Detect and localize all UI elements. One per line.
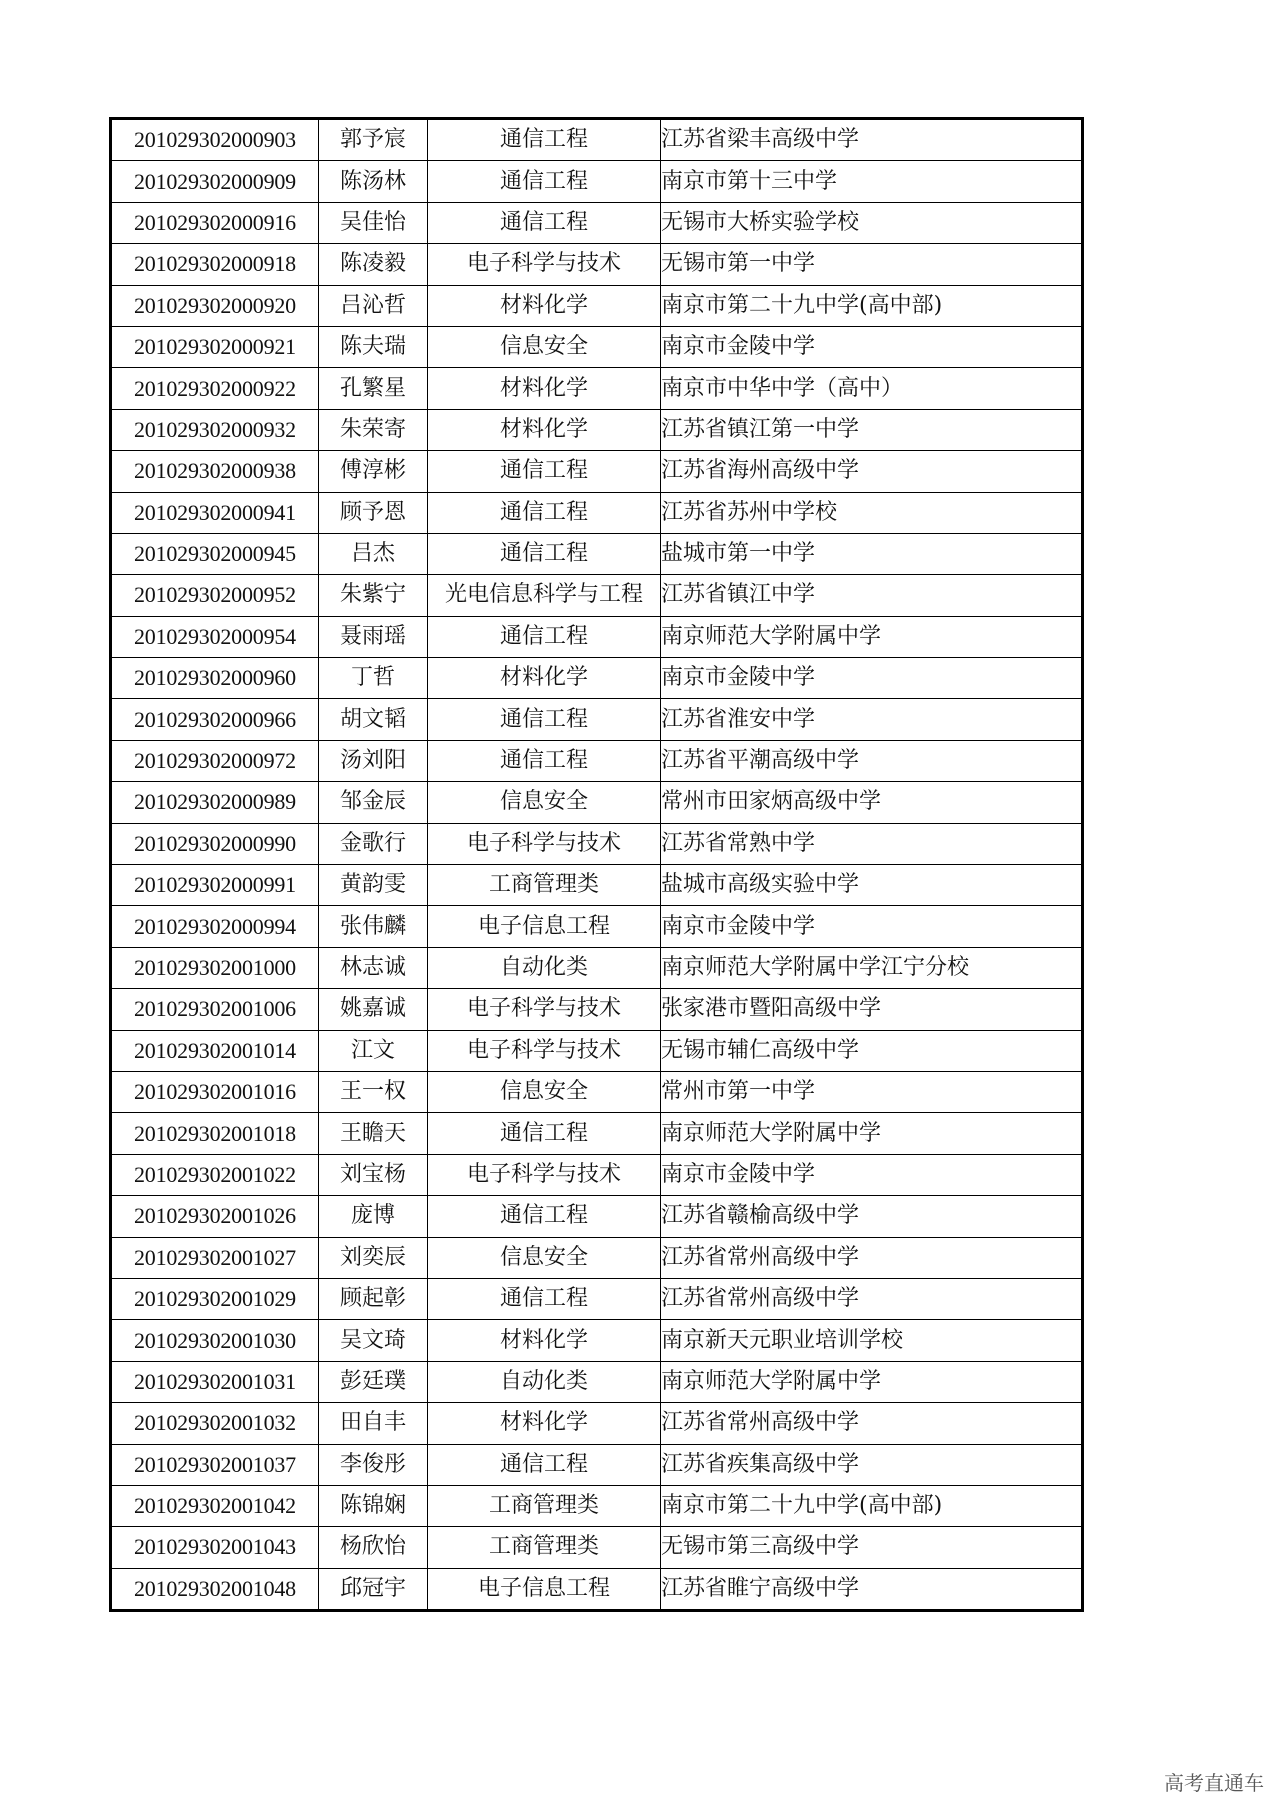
cell-exam-number: 201029302000952 (111, 575, 319, 616)
cell-major: 电子科学与技术 (428, 989, 661, 1030)
cell-student-name: 吕沁哲 (319, 285, 428, 326)
cell-major: 信息安全 (428, 326, 661, 367)
table-row (111, 1071, 1083, 1112)
table-row (111, 368, 1083, 409)
cell-major: 通信工程 (428, 161, 661, 202)
cell-exam-number: 201029302000990 (111, 823, 319, 864)
cell-exam-number: 201029302000945 (111, 533, 319, 574)
cell-exam-number: 201029302001016 (111, 1071, 319, 1112)
cell-exam-number: 201029302000922 (111, 368, 319, 409)
cell-major: 材料化学 (428, 285, 661, 326)
cell-major: 通信工程 (428, 740, 661, 781)
cell-exam-number: 201029302001042 (111, 1485, 319, 1526)
cell-student-name: 姚嘉诚 (319, 989, 428, 1030)
table-row (111, 575, 1083, 616)
admission-table-body (111, 119, 1083, 1611)
table-row (111, 1154, 1083, 1195)
cell-student-name: 吕杰 (319, 533, 428, 574)
cell-major: 通信工程 (428, 699, 661, 740)
cell-student-name: 李俊彤 (319, 1444, 428, 1485)
cell-major: 自动化类 (428, 1361, 661, 1402)
cell-student-name: 顾起彰 (319, 1278, 428, 1319)
cell-exam-number: 201029302000909 (111, 161, 319, 202)
cell-exam-number: 201029302000994 (111, 906, 319, 947)
cell-student-name: 王瞻天 (319, 1113, 428, 1154)
cell-major: 电子科学与技术 (428, 1030, 661, 1071)
cell-major: 信息安全 (428, 1237, 661, 1278)
cell-major: 材料化学 (428, 368, 661, 409)
table-row (111, 865, 1083, 906)
cell-student-name: 刘奕辰 (319, 1237, 428, 1278)
table-row (111, 244, 1083, 285)
cell-school: 无锡市第三高级中学 (661, 1527, 1083, 1568)
cell-major: 材料化学 (428, 409, 661, 450)
cell-major: 通信工程 (428, 1113, 661, 1154)
table-row (111, 492, 1083, 533)
cell-school: 江苏省常州高级中学 (661, 1278, 1083, 1319)
cell-student-name: 黄韵雯 (319, 865, 428, 906)
cell-exam-number: 201029302000991 (111, 865, 319, 906)
cell-exam-number: 201029302001031 (111, 1361, 319, 1402)
cell-student-name: 陈凌毅 (319, 244, 428, 285)
cell-school: 南京市金陵中学 (661, 906, 1083, 947)
cell-exam-number: 201029302000938 (111, 451, 319, 492)
table-row (111, 326, 1083, 367)
cell-exam-number: 201029302000960 (111, 658, 319, 699)
cell-student-name: 江文 (319, 1030, 428, 1071)
table-row (111, 1030, 1083, 1071)
cell-school: 南京市第二十九中学(高中部) (661, 1485, 1083, 1526)
table-row (111, 1403, 1083, 1444)
cell-exam-number: 201029302000920 (111, 285, 319, 326)
cell-student-name: 王一权 (319, 1071, 428, 1112)
cell-student-name: 顾予恩 (319, 492, 428, 533)
cell-student-name: 邱冠宇 (319, 1568, 428, 1610)
cell-major: 通信工程 (428, 451, 661, 492)
cell-student-name: 吴佳怡 (319, 202, 428, 243)
cell-student-name: 汤刘阳 (319, 740, 428, 781)
cell-student-name: 郭予宸 (319, 119, 428, 161)
cell-student-name: 丁哲 (319, 658, 428, 699)
cell-major: 材料化学 (428, 1320, 661, 1361)
cell-student-name: 林志诚 (319, 947, 428, 988)
cell-major: 工商管理类 (428, 865, 661, 906)
cell-school: 南京师范大学附属中学 (661, 1361, 1083, 1402)
cell-exam-number: 201029302001048 (111, 1568, 319, 1610)
cell-student-name: 陈锦娴 (319, 1485, 428, 1526)
cell-major: 工商管理类 (428, 1527, 661, 1568)
cell-exam-number: 201029302001022 (111, 1154, 319, 1195)
cell-school: 江苏省常州高级中学 (661, 1237, 1083, 1278)
table-row (111, 989, 1083, 1030)
table-row (111, 1320, 1083, 1361)
cell-school: 江苏省梁丰高级中学 (661, 119, 1083, 161)
cell-school: 无锡市大桥实验学校 (661, 202, 1083, 243)
cell-school: 南京市第二十九中学(高中部) (661, 285, 1083, 326)
table-row (111, 616, 1083, 657)
table-row (111, 823, 1083, 864)
cell-student-name: 金歌行 (319, 823, 428, 864)
cell-major: 通信工程 (428, 1278, 661, 1319)
cell-major: 自动化类 (428, 947, 661, 988)
cell-school: 常州市第一中学 (661, 1071, 1083, 1112)
table-row (111, 782, 1083, 823)
cell-school: 盐城市高级实验中学 (661, 865, 1083, 906)
cell-major: 材料化学 (428, 658, 661, 699)
cell-school: 江苏省常州高级中学 (661, 1403, 1083, 1444)
cell-major: 通信工程 (428, 119, 661, 161)
table-row (111, 699, 1083, 740)
cell-exam-number: 201029302001037 (111, 1444, 319, 1485)
admission-table (109, 117, 1084, 1612)
cell-student-name: 陈汤林 (319, 161, 428, 202)
cell-school: 江苏省疾集高级中学 (661, 1444, 1083, 1485)
cell-student-name: 胡文韬 (319, 699, 428, 740)
cell-school: 江苏省镇江中学 (661, 575, 1083, 616)
cell-school: 南京市中华中学（高中） (661, 368, 1083, 409)
cell-major: 电子信息工程 (428, 906, 661, 947)
cell-major: 电子信息工程 (428, 1568, 661, 1610)
cell-student-name: 朱荣寄 (319, 409, 428, 450)
table-row (111, 202, 1083, 243)
cell-exam-number: 201029302000972 (111, 740, 319, 781)
table-row (111, 1278, 1083, 1319)
cell-major: 通信工程 (428, 616, 661, 657)
cell-major: 材料化学 (428, 1403, 661, 1444)
watermark: 高考直通车 (1164, 1771, 1264, 1795)
cell-student-name: 孔繁星 (319, 368, 428, 409)
cell-school: 江苏省海州高级中学 (661, 451, 1083, 492)
cell-exam-number: 201029302000941 (111, 492, 319, 533)
cell-school: 无锡市辅仁高级中学 (661, 1030, 1083, 1071)
cell-exam-number: 201029302001006 (111, 989, 319, 1030)
cell-major: 信息安全 (428, 782, 661, 823)
cell-exam-number: 201029302001032 (111, 1403, 319, 1444)
cell-exam-number: 201029302000921 (111, 326, 319, 367)
cell-exam-number: 201029302001018 (111, 1113, 319, 1154)
cell-school: 江苏省睢宁高级中学 (661, 1568, 1083, 1610)
cell-student-name: 邹金辰 (319, 782, 428, 823)
cell-exam-number: 20102930200090​3 (111, 119, 319, 161)
cell-student-name: 庞博 (319, 1196, 428, 1237)
cell-exam-number: 201029302001000 (111, 947, 319, 988)
table-row (111, 1527, 1083, 1568)
cell-school: 南京师范大学附属中学江宁分校 (661, 947, 1083, 988)
cell-major: 电子科学与技术 (428, 823, 661, 864)
cell-school: 无锡市第一中学 (661, 244, 1083, 285)
cell-exam-number: 201029302001026 (111, 1196, 319, 1237)
cell-major: 光电信息科学与工程 (428, 575, 661, 616)
cell-major: 通信工程 (428, 492, 661, 533)
cell-major: 电子科学与技术 (428, 244, 661, 285)
cell-exam-number: 201029302000989 (111, 782, 319, 823)
cell-exam-number: 201029302001030 (111, 1320, 319, 1361)
cell-school: 南京市金陵中学 (661, 1154, 1083, 1195)
cell-school: 南京市第十三中学 (661, 161, 1083, 202)
cell-major: 电子科学与技术 (428, 1154, 661, 1195)
table-row (111, 740, 1083, 781)
table-row (111, 1444, 1083, 1485)
table-row (111, 1485, 1083, 1526)
table-row (111, 906, 1083, 947)
table-row (111, 119, 1083, 161)
cell-exam-number: 201029302000918 (111, 244, 319, 285)
cell-school: 南京师范大学附属中学 (661, 1113, 1083, 1154)
cell-student-name: 杨欣怡 (319, 1527, 428, 1568)
table-row (111, 1568, 1083, 1610)
cell-student-name: 吴文琦 (319, 1320, 428, 1361)
cell-student-name: 聂雨瑶 (319, 616, 428, 657)
cell-major: 工商管理类 (428, 1485, 661, 1526)
cell-exam-number: 201029302001014 (111, 1030, 319, 1071)
table-row (111, 947, 1083, 988)
cell-school: 常州市田家炳高级中学 (661, 782, 1083, 823)
admission-list (109, 117, 1084, 1612)
cell-school: 江苏省赣榆高级中学 (661, 1196, 1083, 1237)
cell-exam-number: 201029302001029 (111, 1278, 319, 1319)
table-row (111, 658, 1083, 699)
cell-student-name: 傅淳彬 (319, 451, 428, 492)
cell-school: 盐城市第一中学 (661, 533, 1083, 574)
cell-student-name: 张伟麟 (319, 906, 428, 947)
table-row (111, 161, 1083, 202)
cell-school: 江苏省平潮高级中学 (661, 740, 1083, 781)
cell-major: 通信工程 (428, 1196, 661, 1237)
cell-school: 南京市金陵中学 (661, 658, 1083, 699)
table-row (111, 1113, 1083, 1154)
cell-school: 南京新天元职业培训学校 (661, 1320, 1083, 1361)
table-row (111, 533, 1083, 574)
cell-exam-number: 201029302000916 (111, 202, 319, 243)
cell-major: 信息安全 (428, 1071, 661, 1112)
cell-school: 张家港市暨阳高级中学 (661, 989, 1083, 1030)
cell-exam-number: 201029302000966 (111, 699, 319, 740)
table-row (111, 1196, 1083, 1237)
cell-exam-number: 201029302000932 (111, 409, 319, 450)
table-row (111, 451, 1083, 492)
cell-exam-number: 201029302001027 (111, 1237, 319, 1278)
table-row (111, 285, 1083, 326)
cell-school: 江苏省苏州中学校 (661, 492, 1083, 533)
cell-student-name: 陈夫瑞 (319, 326, 428, 367)
cell-student-name: 朱紫宁 (319, 575, 428, 616)
cell-school: 江苏省镇江第一中学 (661, 409, 1083, 450)
cell-exam-number: 201029302001043 (111, 1527, 319, 1568)
cell-major: 通信工程 (428, 533, 661, 574)
cell-school: 南京市金陵中学 (661, 326, 1083, 367)
cell-student-name: 刘宝杨 (319, 1154, 428, 1195)
cell-school: 江苏省淮安中学 (661, 699, 1083, 740)
cell-exam-number: 201029302000954 (111, 616, 319, 657)
cell-school: 江苏省常熟中学 (661, 823, 1083, 864)
cell-school: 南京师范大学附属中学 (661, 616, 1083, 657)
table-row (111, 409, 1083, 450)
table-row (111, 1361, 1083, 1402)
cell-major: 通信工程 (428, 1444, 661, 1485)
cell-major: 通信工程 (428, 202, 661, 243)
cell-student-name: 田自丰 (319, 1403, 428, 1444)
cell-student-name: 彭廷璞 (319, 1361, 428, 1402)
table-row (111, 1237, 1083, 1278)
